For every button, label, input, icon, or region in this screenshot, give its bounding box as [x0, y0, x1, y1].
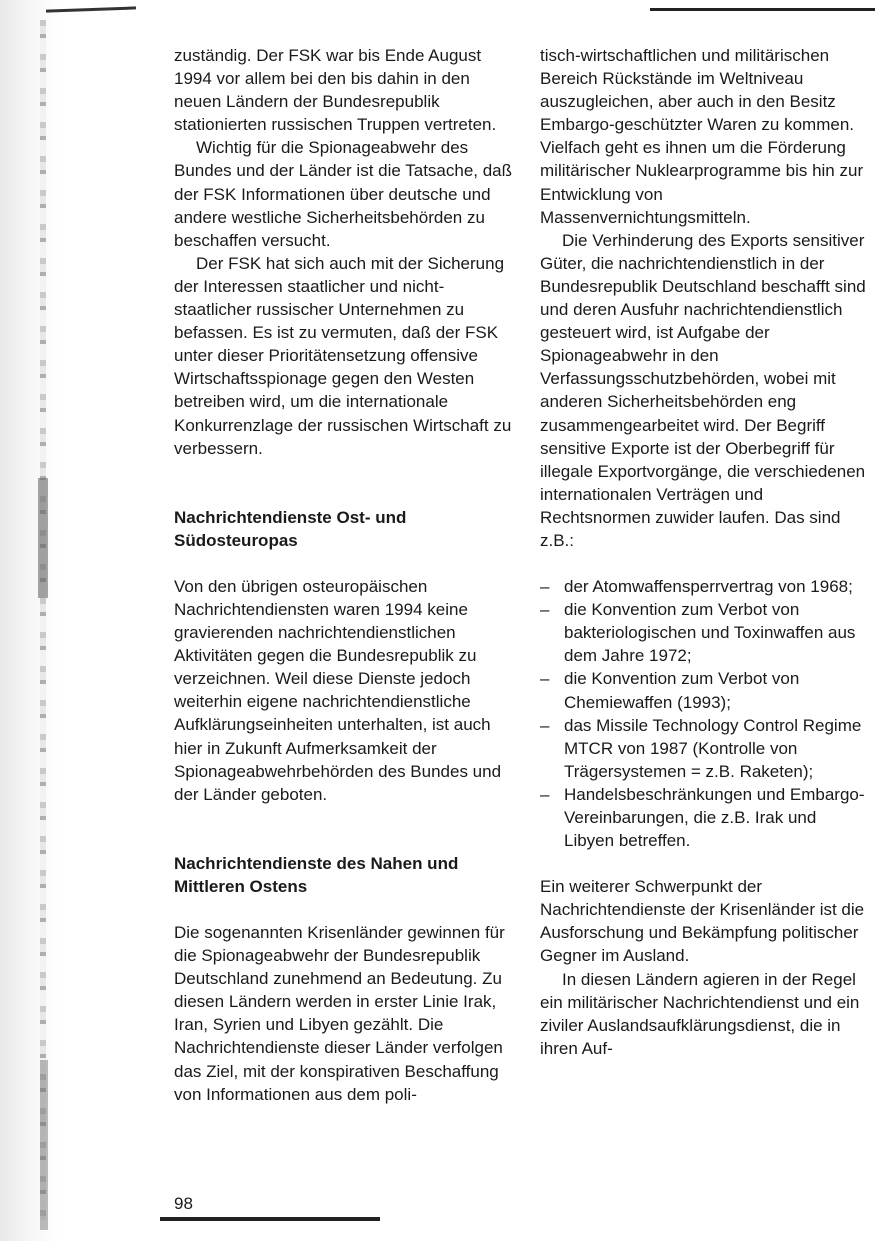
- paragraph: Von den übrigen osteuropäischen Nachrichtendiensten waren 1994 keine gravierenden nachrichtendienstlichen Aktivitäten gegen die Bundesrepublik zu verzeichnen. Weil diese Dienste jedoch weiterhin eigene nachrichtendienstliche Aufklärungseinheiten unterhalten, ist auch hier in Zukunft Aufmerksamkeit der Spionageabwehrbehörden des Bundes und der Länder geboten.: [174, 576, 502, 804]
- page-number: 98: [174, 1194, 193, 1213]
- right-column: [540, 44, 870, 1060]
- scan-shadow: [40, 1060, 48, 1230]
- paragraph: Wichtig für die Spionageabwehr des Bundes und der Länder ist die Tatsache, daß der FSK Informationen über deutsche und andere westliche Sicherheitsbehörden zu beschaffen versucht.: [174, 138, 513, 250]
- paragraph: zuständig. Der FSK war bis Ende August 1994 vor allem bei den bis dahin in den neuen Ländern der Bundesrepublik stationierten russischen Truppen vertreten.: [174, 46, 497, 135]
- scan-shadow: [38, 478, 48, 598]
- section-heading: Nachrichtendienste des Nahen und Mittleren Ostens: [174, 853, 459, 896]
- paragraph: tisch-wirtschaftlichen und militärischen Bereich Rückstände im Weltniveau auszugleichen, aber auch in den Besitz Embargo-geschützter Waren zu kommen. Vielfach geht es ihnen um die Förderung militärischer Nuklearprogramme bis hin zur Entwicklung von Massenvernichtungsmitteln.: [540, 46, 864, 227]
- binding-strip: [40, 20, 46, 1220]
- paragraph: Der FSK hat sich auch mit der Sicherung der Interessen staatlicher und nicht-staatlicher russischer Unternehmen zu befassen. Es ist zu vermuten, daß der FSK unter dieser Prioritätensetzung offensive Wirtschaftsspionage gegen den Westen betreiben wird, um die internationale Konkurrenzlage der russischen Wirtschaft zu verbessern.: [174, 253, 512, 458]
- paragraph: Die sogenannten Krisenländer gewinnen für die Spionageabwehr der Bundesrepublik Deutschland zunehmend an Bedeutung. Zu diesen Ländern werden in erster Linie Irak, Iran, Syrien und Libyen gezählt. Die Nachrichtendienste dieser Länder verfolgen das Ziel, mit der konspirativen Beschaffung von Informationen aus dem poli-: [174, 923, 505, 1104]
- list-item: – der Atomwaffensperrvertrag von 1968;: [540, 575, 870, 598]
- paragraph: Die Verhinderung des Exports sensitiver Güter, die nachrichtendienstlich in der Bundesrepublik Deutschland beschafft sind und deren Ausfuhr nachrichtendienstlich gesteuert wird, ist Aufgabe der Spionageabwehr in den Verfassungsschutzbehörden, wobei mit anderen Sicherheitsbehörden eng zusammengearbeitet wird. Der Begriff sensitive Exporte ist der Oberbegriff für illegale Exportvorgänge, die verschiedenen internationalen Verträgen und Rechtsnormen zuwider laufen. Das sind z.B.:: [540, 230, 866, 550]
- scan-edge: [0, 0, 60, 1241]
- list-item: – das Missile Technology Control Regime MTCR von 1987 (Kontrolle von Trägersystemen = z.B. Raketen);: [540, 714, 870, 783]
- list-item: – die Konvention zum Verbot von Chemiewaffen (1993);: [540, 667, 870, 713]
- scan-mark: [46, 6, 136, 12]
- paragraph: Ein weiterer Schwerpunkt der Nachrichtendienste der Krisenländer ist die Ausforschung und Bekämpfung politischer Gegner im Ausland.: [540, 877, 865, 966]
- list-item: – Handelsbeschränkungen und Embargo-Vereinbarungen, die z.B. Irak und Libyen betreffen.: [540, 783, 870, 852]
- export-list: [540, 575, 870, 852]
- scan-mark: [650, 8, 875, 11]
- left-column: [174, 44, 514, 1106]
- scan-mark: [160, 1217, 380, 1221]
- section-heading: Nachrichtendienste Ost- und Südosteuropas: [174, 507, 407, 550]
- paragraph: In diesen Ländern agieren in der Regel ein militärischer Nachrichtendienst und ein ziviler Auslandsaufklärungsdienst, die in ihren Auf-: [540, 969, 860, 1058]
- list-item: – die Konvention zum Verbot von bakteriologischen und Toxinwaffen aus dem Jahre 1972;: [540, 598, 870, 667]
